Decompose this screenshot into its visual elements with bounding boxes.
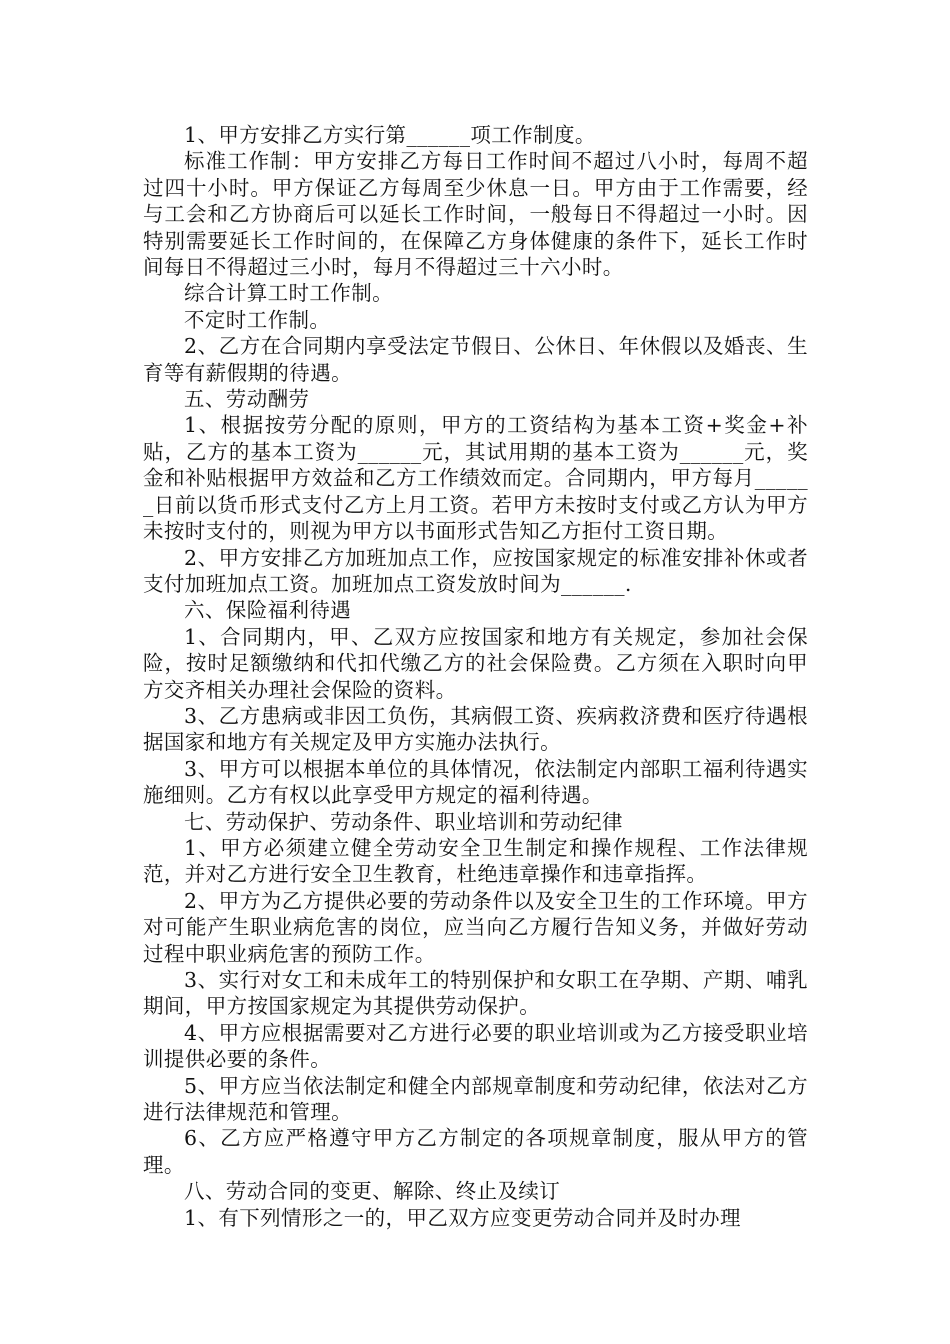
paragraph-holidays: 2、乙方在合同期内享受法定节假日、公休日、年休假以及婚丧、生育等有薪假期的待遇。	[143, 334, 808, 385]
paragraph-compliance: 6、乙方应严格遵守甲方乙方制定的各项规章制度，服从甲方的管理。	[143, 1126, 808, 1177]
paragraph-contract-change-conditions: 1、有下列情形之一的，甲乙双方应变更劳动合同并及时办理	[184, 1205, 741, 1230]
paragraph-social-insurance: 1、合同期内，甲、乙双方应按国家和地方有关规定，参加社会保险，按时足额缴纳和代扣代缴乙方的社会保险费。乙方须在入职时向甲方交齐相关办理社会保险的资料。	[143, 624, 808, 702]
section-heading-insurance: 六、保险福利待遇	[184, 598, 352, 623]
paragraph-comprehensive-hours: 综合计算工时工作制。	[184, 281, 393, 306]
paragraph-training: 4、甲方应根据需要对乙方进行必要的职业培训或为乙方接受职业培训提供必要的条件。	[143, 1020, 808, 1072]
paragraph-work-system: 1、甲方安排乙方实行第______项工作制度。	[184, 123, 596, 147]
paragraph-sick-leave: 3、乙方患病或非因工负伤，其病假工资、疾病救济费和医疗待遇根据国家和地方有关规定及甲方实施办法执行。	[143, 703, 808, 755]
section-heading-labor-protection: 七、劳动保护、劳动条件、职业培训和劳动纪律	[184, 809, 623, 834]
paragraph-work-conditions: 2、甲方为乙方提供必要的劳动条件以及安全卫生的工作环境。甲方对可能产生职业病危害的岗位，应当向乙方履行告知义务，并做好劳动过程中职业病危害的预防工作。	[143, 888, 808, 966]
paragraph-safety-rules: 1、甲方必须建立健全劳动安全卫生制定和操作规程、工作法律规范，并对乙方进行安全卫生教育，杜绝违章操作和违章指挥。	[143, 835, 808, 887]
paragraph-flexible-hours: 不定时工作制。	[184, 307, 331, 332]
paragraph-special-protection: 3、实行对女工和未成年工的特别保护和女职工在孕期、产期、哺乳期间，甲方按国家规定为其提供劳动保护。	[143, 968, 808, 1019]
paragraph-standard-hours: 标准工作制：甲方安排乙方每日工作时间不超过八小时，每周不超过四十小时。甲方保证乙方每周至少休息一日。甲方由于工作需要，经与工会和乙方协商后可以延长工作时间，一般每日不得超过一小时。因特别需要延长工作时间的，在保障乙方身体健康的条件下，延长工作时间每日不得超过三小时，每月不得超过三十六小时。	[143, 149, 808, 280]
paragraph-rules-discipline: 5、甲方应当依法制定和健全内部规章制度和劳动纪律，依法对乙方进行法律规范和管理。	[143, 1073, 808, 1125]
paragraph-welfare: 3、甲方可以根据本单位的具体情况，依法制定内部职工福利待遇实施细则。乙方有权以此享受甲方规定的福利待遇。	[143, 756, 808, 808]
section-heading-contract-changes: 八、劳动合同的变更、解除、终止及续订	[184, 1179, 561, 1204]
document-body	[143, 122, 808, 1231]
section-heading-remuneration: 五、劳动酬劳	[184, 387, 310, 412]
paragraph-overtime-pay: 2、甲方安排乙方加班加点工作，应按国家规定的标准安排补休或者支付加班加点工资。加班加点工资发放时间为______.	[143, 545, 808, 596]
paragraph-wage-structure: 1、根据按劳分配的原则，甲方的工资结构为基本工资+奖金+补贴，乙方的基本工资为______元，其试用期的基本工资为______元，奖金和补贴根据甲方效益和乙方工作绩效而定。合同期内，甲方每月______日前以货币形式支付乙方上月工资。若甲方未按时支付或乙方认为甲方未按时支付的，则视为甲方以书面形式告知乙方拒付工资日期。	[143, 413, 808, 544]
